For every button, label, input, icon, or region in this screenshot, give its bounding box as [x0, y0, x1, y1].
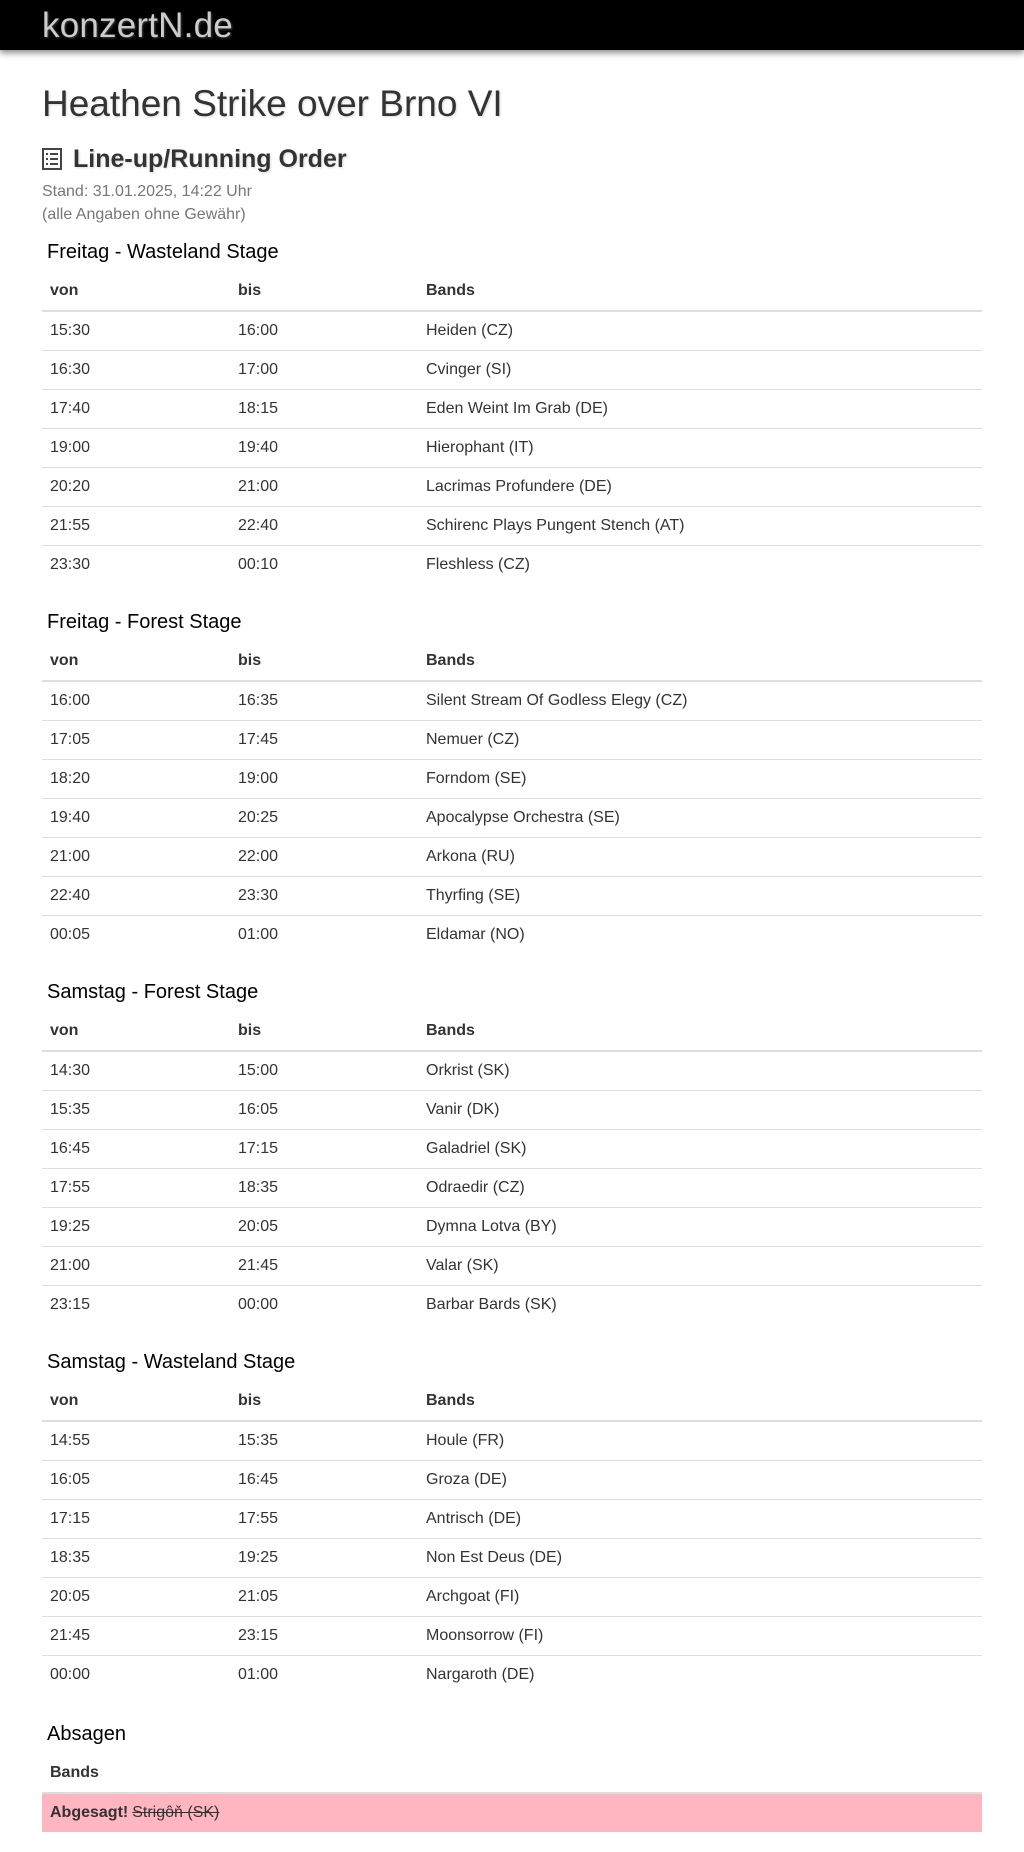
- start-time: 16:45: [42, 1129, 230, 1168]
- column-header-von: von: [42, 1012, 230, 1051]
- table-row: [42, 681, 982, 720]
- table-row: [42, 350, 982, 389]
- end-time: 17:45: [230, 720, 418, 759]
- start-time: 16:30: [42, 350, 230, 389]
- stage-title: Freitag - Wasteland Stage: [47, 241, 279, 263]
- end-time: 17:55: [230, 1499, 418, 1538]
- start-time: 15:30: [42, 311, 230, 350]
- end-time: 00:00: [238, 1295, 279, 1313]
- table-row: [42, 545, 982, 584]
- table-row: [42, 1616, 982, 1655]
- stage-title: Freitag - Forest Stage: [47, 611, 242, 633]
- start-time: 14:55: [42, 1421, 230, 1460]
- end-time: 22:40: [230, 506, 418, 545]
- band-name: Groza (DE): [418, 1460, 982, 1499]
- start-time: 21:00: [42, 837, 230, 876]
- end-time: 23:30: [230, 876, 418, 915]
- table-header-row: [42, 1382, 982, 1421]
- table-row: [42, 428, 982, 467]
- band-name: Houle (FR): [418, 1421, 982, 1460]
- start-time: 19:40: [42, 798, 230, 837]
- last-updated: Stand: 31.01.2025, 14:22 Uhr: [42, 183, 252, 200]
- band-name: Eldamar (NO): [426, 925, 525, 943]
- band-name: Schirenc Plays Pungent Stench (AT): [418, 506, 982, 545]
- band-name: Eden Weint Im Grab (DE): [418, 389, 982, 428]
- end-time: 01:00: [238, 1665, 279, 1683]
- schedule-table: [42, 642, 982, 954]
- column-header-bands: Bands: [418, 1382, 982, 1421]
- table-row: [42, 837, 982, 876]
- table-row: [42, 915, 982, 954]
- start-time: 16:00: [42, 681, 230, 720]
- section-subtitle: [42, 142, 347, 176]
- start-time: 17:55: [42, 1168, 230, 1207]
- start-time: 21:55: [42, 506, 230, 545]
- table-row: [42, 1090, 982, 1129]
- start-time: 21:45: [42, 1616, 230, 1655]
- table-row: [42, 389, 982, 428]
- end-time: 15:35: [230, 1421, 418, 1460]
- end-time: 16:05: [230, 1090, 418, 1129]
- table-row: [42, 759, 982, 798]
- band-name: Orkrist (SK): [418, 1051, 982, 1090]
- band-name: Nemuer (CZ): [418, 720, 982, 759]
- start-time: 17:15: [42, 1499, 230, 1538]
- band-name: Arkona (RU): [418, 837, 982, 876]
- column-header-bands: Bands: [42, 1754, 982, 1793]
- column-header-bis: bis: [230, 272, 418, 311]
- band-name: Dymna Lotva (BY): [418, 1207, 982, 1246]
- band-name: Heiden (CZ): [418, 311, 982, 350]
- end-time: 21:05: [230, 1577, 418, 1616]
- band-name: Nargaroth (DE): [426, 1665, 535, 1683]
- table-row: [42, 1168, 982, 1207]
- band-name: Forndom (SE): [418, 759, 982, 798]
- start-time: 18:20: [42, 759, 230, 798]
- band-name: Galadriel (SK): [418, 1129, 982, 1168]
- table-row: [42, 1129, 982, 1168]
- band-name: Thyrfing (SE): [418, 876, 982, 915]
- page-title: Heathen Strike over Brno VI: [42, 83, 503, 124]
- top-navbar: [0, 0, 1024, 50]
- end-time: 20:05: [230, 1207, 418, 1246]
- table-row: [42, 1538, 982, 1577]
- start-time: 16:05: [42, 1460, 230, 1499]
- table-row: [42, 720, 982, 759]
- cancelled-cell: [42, 1793, 982, 1832]
- start-time: 20:20: [42, 467, 230, 506]
- column-header-bands: Bands: [418, 642, 982, 681]
- table-row: [42, 467, 982, 506]
- table-row: [42, 311, 982, 350]
- site-logo[interactable]: konzertN.de: [42, 6, 233, 45]
- start-time: 23:30: [50, 555, 91, 573]
- end-time: 18:35: [230, 1168, 418, 1207]
- band-name: Cvinger (SI): [418, 350, 982, 389]
- column-header-von: von: [42, 1382, 230, 1421]
- band-name: Non Est Deus (DE): [418, 1538, 982, 1577]
- table-row: [42, 1051, 982, 1090]
- end-time: 21:00: [230, 467, 418, 506]
- end-time: 21:45: [230, 1246, 418, 1285]
- stage-title: Samstag - Forest Stage: [47, 981, 259, 1003]
- start-time: 15:35: [42, 1090, 230, 1129]
- table-row: [42, 1421, 982, 1460]
- table-header-row: [42, 1012, 982, 1051]
- table-row: [42, 876, 982, 915]
- end-time: 17:00: [230, 350, 418, 389]
- end-time: 19:40: [230, 428, 418, 467]
- column-header-von: von: [42, 272, 230, 311]
- column-header-bands: Bands: [418, 272, 982, 311]
- end-time: 16:00: [230, 311, 418, 350]
- table-row: [42, 1499, 982, 1538]
- band-name: Apocalypse Orchestra (SE): [418, 798, 982, 837]
- table-row: [42, 1577, 982, 1616]
- band-name: Hierophant (IT): [418, 428, 982, 467]
- start-time: 17:05: [42, 720, 230, 759]
- end-time: 15:00: [230, 1051, 418, 1090]
- end-time: 16:45: [230, 1460, 418, 1499]
- end-time: 23:15: [230, 1616, 418, 1655]
- start-time: 23:15: [50, 1295, 91, 1313]
- subtitle-text: Line-up/Running Order: [73, 144, 347, 173]
- disclaimer: (alle Angaben ohne Gewähr): [42, 206, 246, 223]
- stage-title: Samstag - Wasteland Stage: [47, 1351, 296, 1373]
- end-time: 19:00: [230, 759, 418, 798]
- end-time: 17:15: [230, 1129, 418, 1168]
- column-header-von: von: [42, 642, 230, 681]
- band-name: Silent Stream Of Godless Elegy (CZ): [418, 681, 982, 720]
- table-row: [42, 1655, 982, 1694]
- cancellations-table: [42, 1754, 982, 1832]
- band-name: Odraedir (CZ): [418, 1168, 982, 1207]
- column-header-bands: Bands: [418, 1012, 982, 1051]
- start-time: 17:40: [42, 389, 230, 428]
- end-time: 16:35: [230, 681, 418, 720]
- table-row: [42, 798, 982, 837]
- table-row: [42, 1285, 982, 1324]
- start-time: 00:00: [50, 1665, 91, 1683]
- start-time: 19:00: [42, 428, 230, 467]
- band-name: Lacrimas Profundere (DE): [418, 467, 982, 506]
- table-row: [42, 1246, 982, 1285]
- start-time: 19:25: [42, 1207, 230, 1246]
- start-time: 21:00: [42, 1246, 230, 1285]
- band-name: Archgoat (FI): [418, 1577, 982, 1616]
- cancellations-title: Absagen: [47, 1723, 126, 1745]
- cancellations-header-row: [42, 1754, 982, 1793]
- start-time: 14:30: [42, 1051, 230, 1090]
- table-row: [42, 1207, 982, 1246]
- end-time: 20:25: [230, 798, 418, 837]
- column-header-bis: bis: [230, 1012, 418, 1051]
- start-time: 00:05: [50, 925, 91, 943]
- start-time: 22:40: [42, 876, 230, 915]
- end-time: 00:10: [238, 555, 279, 573]
- list-icon: [42, 148, 62, 170]
- table-row: [42, 506, 982, 545]
- end-time: 22:00: [230, 837, 418, 876]
- end-time: 18:15: [230, 389, 418, 428]
- end-time: 01:00: [238, 925, 279, 943]
- band-name: Valar (SK): [418, 1246, 982, 1285]
- end-time: 19:25: [230, 1538, 418, 1577]
- band-name: Vanir (DK): [418, 1090, 982, 1129]
- cancelled-row: [42, 1793, 982, 1832]
- table-header-row: [42, 272, 982, 311]
- schedule-table: [42, 1012, 982, 1324]
- schedule-table: [42, 272, 982, 584]
- start-time: 18:35: [42, 1538, 230, 1577]
- schedule-table: [42, 1382, 982, 1694]
- band-name: Antrisch (DE): [418, 1499, 982, 1538]
- band-name: Fleshless (CZ): [426, 555, 531, 573]
- column-header-bis: bis: [230, 1382, 418, 1421]
- start-time: 20:05: [42, 1577, 230, 1616]
- cancelled-band-name: Strigôň (SK): [132, 1804, 220, 1821]
- band-name: Barbar Bards (SK): [426, 1295, 557, 1313]
- table-row: [42, 1460, 982, 1499]
- column-header-bis: bis: [230, 642, 418, 681]
- table-header-row: [42, 642, 982, 681]
- cancelled-badge: Abgesagt!: [50, 1804, 129, 1821]
- band-name: Moonsorrow (FI): [418, 1616, 982, 1655]
